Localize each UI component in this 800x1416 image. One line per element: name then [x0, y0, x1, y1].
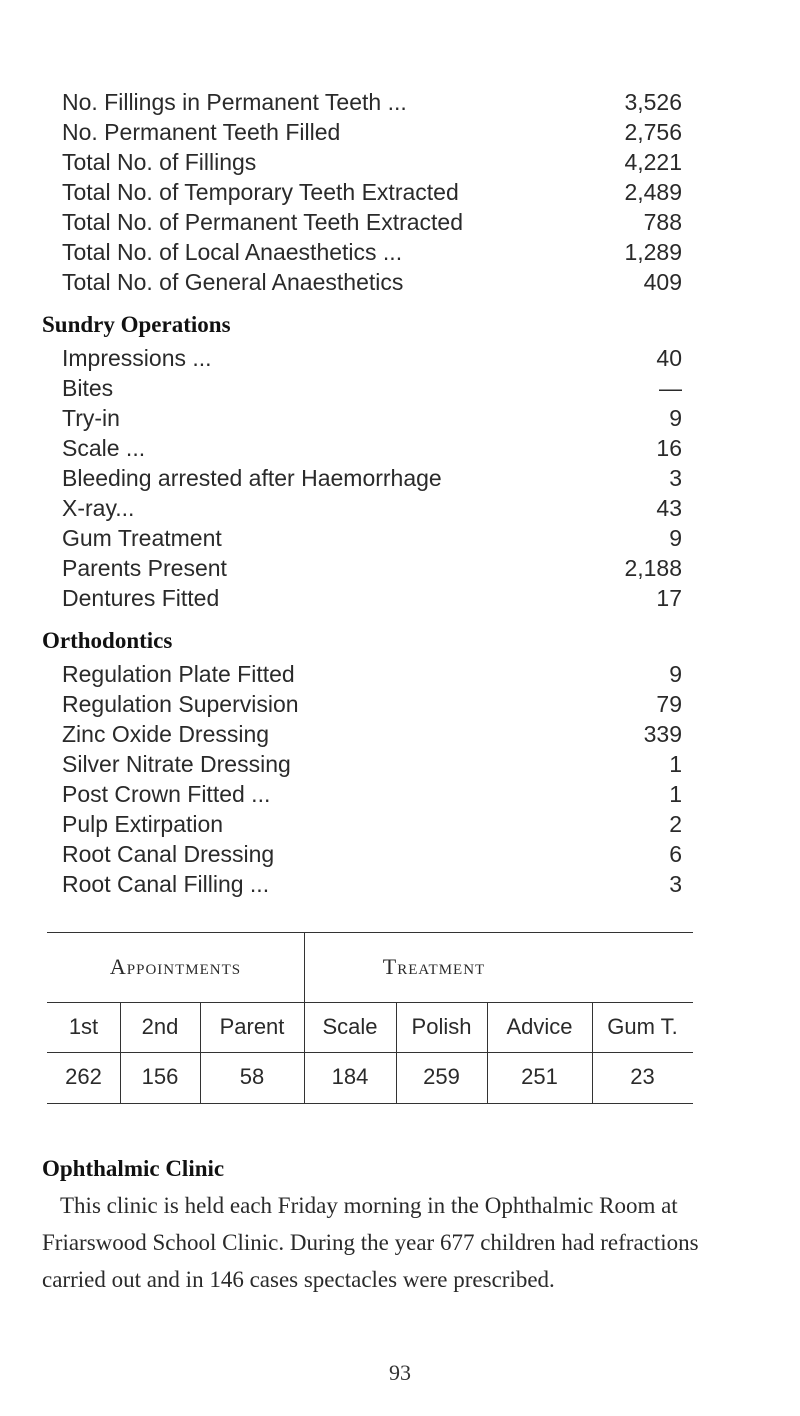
- row-value: —: [659, 375, 682, 401]
- list-item: [62, 688, 682, 720]
- column-header: Parent: [219, 1014, 285, 1039]
- list-item: [62, 658, 682, 690]
- row-label: Dentures Fitted: [62, 585, 220, 611]
- row-value: 9: [669, 525, 682, 551]
- list-item: [62, 432, 682, 464]
- table-cell: 58: [239, 1064, 265, 1089]
- row-value: 4,221: [624, 149, 682, 175]
- row-value: 1,289: [624, 239, 682, 265]
- row-value: 43: [656, 495, 682, 521]
- column-header: 2nd: [141, 1014, 179, 1039]
- table-rule-bottom: [47, 1103, 693, 1104]
- list-item: [62, 778, 682, 810]
- column-header: Advice: [506, 1014, 573, 1039]
- row-value: 409: [643, 269, 682, 295]
- row-value: 3: [669, 465, 682, 491]
- table-cell: 156: [141, 1064, 179, 1089]
- list-item: [62, 552, 682, 584]
- row-value: 6: [669, 841, 682, 867]
- table-cell: 23: [630, 1064, 655, 1089]
- table-rule-header: [47, 1002, 693, 1003]
- list-item: [62, 86, 682, 118]
- column-header: Scale: [322, 1014, 378, 1039]
- row-value: 17: [656, 585, 682, 611]
- row-label: Gum Treatment: [62, 525, 222, 551]
- appointments-treatment-table: [47, 932, 693, 1089]
- section-heading-orthodontics: Orthodontics: [42, 628, 173, 653]
- row-label: Try-in: [62, 405, 120, 431]
- row-label: Root Canal Filling ...: [62, 871, 270, 897]
- list-item: [62, 206, 682, 238]
- row-value: 3: [669, 871, 682, 897]
- row-value: 9: [669, 661, 682, 687]
- row-label: Root Canal Dressing: [62, 841, 275, 867]
- row-value: 2,489: [624, 179, 682, 205]
- list-item: [62, 402, 682, 434]
- list-item: [62, 266, 682, 298]
- row-value: 2,188: [624, 555, 682, 581]
- table-cell: 259: [423, 1064, 460, 1089]
- list-item: [62, 582, 682, 614]
- list-item: [62, 342, 682, 374]
- row-label: Total No. of Local Anaesthetics ...: [62, 239, 403, 265]
- row-label: Bites: [62, 375, 114, 401]
- list-item: [62, 808, 682, 840]
- column-header: Gum T.: [607, 1014, 678, 1039]
- section-heading-sundry: Sundry Operations: [42, 312, 231, 337]
- row-label: Silver Nitrate Dressing: [62, 751, 291, 777]
- row-value: 339: [643, 721, 682, 747]
- row-label: No. Fillings in Permanent Teeth ...: [62, 89, 407, 115]
- row-value: 1: [669, 751, 682, 777]
- row-label: Total No. of Fillings: [62, 149, 257, 175]
- list-item: [62, 462, 682, 494]
- table-rule-top: [47, 932, 693, 933]
- row-label: Scale ...: [62, 435, 146, 461]
- row-label: Impressions ...: [62, 345, 212, 371]
- list-item: [62, 236, 682, 268]
- group-header-treatment: Treatment: [382, 954, 486, 979]
- row-value: 9: [669, 405, 682, 431]
- table-cell: 251: [521, 1064, 558, 1089]
- row-value: 2,756: [624, 119, 682, 145]
- row-label: Zinc Oxide Dressing: [62, 721, 270, 747]
- table-cell: 184: [331, 1064, 369, 1089]
- table-rule-mid: [47, 1052, 693, 1053]
- row-label: X-ray...: [62, 495, 135, 521]
- table-cell: 262: [65, 1064, 102, 1089]
- list-item: [62, 838, 682, 870]
- row-label: Pulp Extirpation: [62, 811, 224, 837]
- row-label: Bleeding arrested after Haemorrhage: [62, 465, 442, 491]
- row-label: Total No. of General Anaesthetics: [62, 269, 404, 295]
- column-header: 1st: [68, 1014, 99, 1039]
- list-item: [62, 176, 682, 208]
- row-label: Total No. of Temporary Teeth Extracted: [62, 179, 459, 205]
- list-item: [62, 372, 682, 404]
- ophthalmic-section: [42, 1150, 702, 1298]
- row-value: 2: [669, 811, 682, 837]
- list-item: [62, 748, 682, 780]
- row-label: Parents Present: [62, 555, 227, 581]
- list-item: [62, 492, 682, 524]
- row-value: 79: [656, 691, 682, 717]
- page-number: 93: [389, 1360, 411, 1385]
- group-header-appointments: Appointments: [109, 954, 242, 979]
- list-item: [62, 868, 682, 900]
- row-value: 3,526: [624, 89, 682, 115]
- section-heading-ophthalmic: Ophthalmic Clinic: [42, 1156, 225, 1181]
- row-label: Total No. of Permanent Teeth Extracted: [62, 209, 464, 235]
- list-item: [62, 522, 682, 554]
- ophthalmic-paragraph: This clinic is held each Friday morning in the Ophthalmic Room at Friarswood School Clinic. During the year 677 children had refractions carried out and in 146 cases spectacles were prescribed.: [42, 1193, 699, 1292]
- row-label: Post Crown Fitted ...: [62, 781, 271, 807]
- row-value: 40: [656, 345, 682, 371]
- row-label: Regulation Plate Fitted: [62, 661, 295, 687]
- row-label: No. Permanent Teeth Filled: [62, 119, 341, 145]
- row-label: Regulation Supervision: [62, 691, 299, 717]
- row-value: 1: [669, 781, 682, 807]
- column-header: Polish: [411, 1014, 472, 1039]
- row-value: 788: [643, 209, 682, 235]
- row-value: 16: [656, 435, 682, 461]
- list-item: [62, 116, 682, 148]
- list-item: [62, 146, 682, 178]
- list-item: [62, 718, 682, 750]
